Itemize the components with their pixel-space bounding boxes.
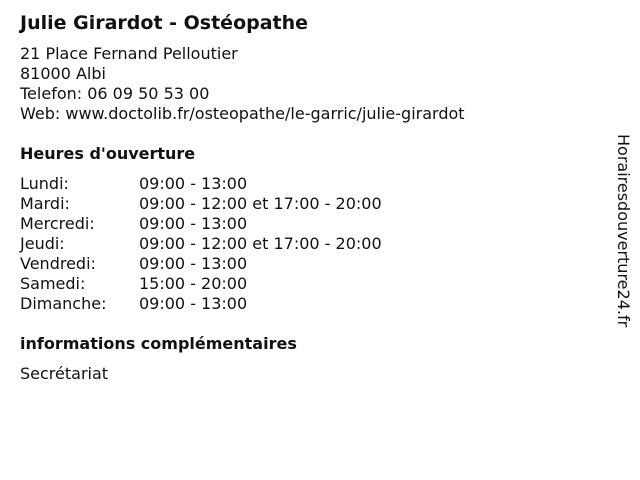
time-range: 09:00 - 12:00 et 17:00 - 20:00	[139, 194, 382, 213]
hours-row-sunday	[20, 294, 382, 314]
day-label: Vendredi:	[20, 254, 96, 273]
time-range: 09:00 - 13:00	[139, 174, 248, 193]
address-city: 81000 Albi	[20, 64, 106, 83]
opening-hours-heading: Heures d'ouverture	[20, 144, 196, 163]
hours-row-wednesday	[20, 214, 382, 234]
hours-row-monday	[20, 174, 382, 194]
time-range: 15:00 - 20:00	[139, 274, 248, 293]
day-label: Lundi:	[20, 174, 69, 193]
page-title: Julie Girardot - Ostéopathe	[20, 12, 309, 34]
hours-row-friday	[20, 254, 382, 274]
day-label: Mardi:	[20, 194, 70, 213]
site-watermark: Horairesdouverture24.fr	[614, 134, 633, 328]
additional-info-text: Secrétariat	[20, 364, 109, 383]
time-range: 09:00 - 13:00	[139, 294, 248, 313]
address-street: 21 Place Fernand Pelloutier	[20, 44, 238, 63]
contact-block	[20, 44, 465, 124]
day-label: Samedi:	[20, 274, 86, 293]
time-range: 09:00 - 12:00 et 17:00 - 20:00	[139, 234, 382, 253]
opening-hours-list	[20, 174, 382, 314]
hours-row-thursday	[20, 234, 382, 254]
day-label: Mercredi:	[20, 214, 95, 233]
time-range: 09:00 - 13:00	[139, 254, 248, 273]
hours-row-tuesday	[20, 194, 382, 214]
additional-info-heading: informations complémentaires	[20, 334, 297, 353]
hours-row-saturday	[20, 274, 382, 294]
day-label: Jeudi:	[20, 234, 65, 253]
day-label: Dimanche:	[20, 294, 107, 313]
phone-number: Telefon: 06 09 50 53 00	[20, 84, 210, 103]
time-range: 09:00 - 13:00	[139, 214, 248, 233]
website: Web: www.doctolib.fr/osteopathe/le-garric/julie-girardot	[20, 104, 465, 123]
